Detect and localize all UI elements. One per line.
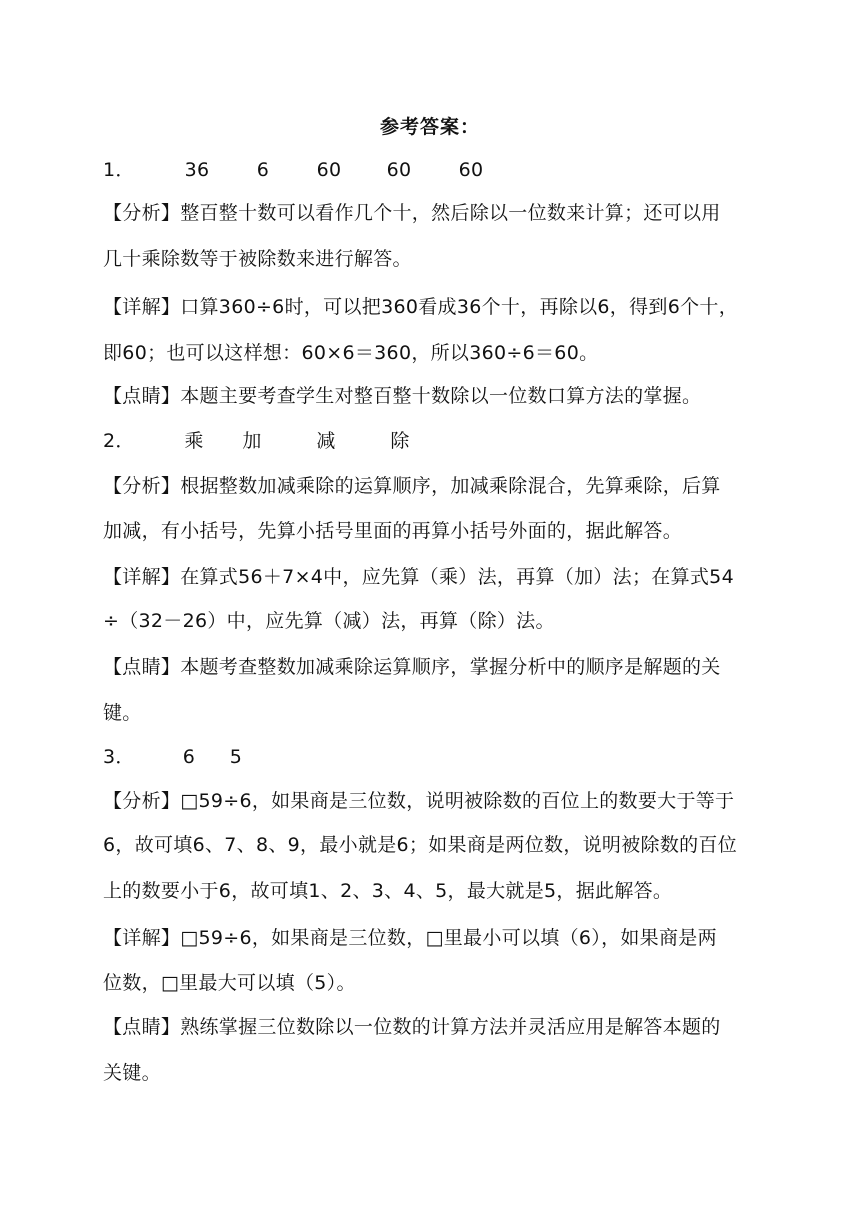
q3-analysis-line-3: 上的数要小于6，故可填1、2、3、4、5，最大就是5，据此解答。 <box>103 880 673 902</box>
q3-comment-line-2: 关键。 <box>103 1062 161 1084</box>
q2-detail-line-1: 【详解】在算式56＋7×4中，应先算（乘）法，再算（加）法；在算式54 <box>103 566 734 588</box>
q3-answer-2: 5 <box>229 746 243 768</box>
q3-analysis-line-1: 【分析】□59÷6，如果商是三位数，说明被除数的百位上的数要大于等于 <box>103 790 735 812</box>
q3-comment-line-1: 【点睛】熟练掌握三位数除以一位数的计算方法并灵活应用是解答本题的 <box>103 1016 721 1038</box>
q2-answer-1: 乘 <box>184 430 204 452</box>
q3-detail-line-1: 【详解】□59÷6，如果商是三位数，□里最小可以填（6），如果商是两 <box>103 927 717 949</box>
q1-number: 1． <box>103 159 135 181</box>
q3-answer-line <box>103 743 763 771</box>
q2-detail-line-2: ÷（32－26）中，应先算（减）法，再算（除）法。 <box>103 610 555 632</box>
q1-comment-line-1: 【点睛】本题主要考查学生对整百整十数除以一位数口算方法的掌握。 <box>103 385 702 407</box>
q1-answer-3: 60 <box>316 159 342 181</box>
q1-answer-5: 60 <box>458 159 484 181</box>
q3-answer-1: 6 <box>182 746 196 768</box>
q2-comment-line-1: 【点睛】本题考查整数加减乘除运算顺序，掌握分析中的顺序是解题的关 <box>103 656 721 678</box>
q2-comment-line-2: 键。 <box>103 702 142 724</box>
q2-answer-3: 减 <box>316 430 336 452</box>
q1-answer-4: 60 <box>386 159 412 181</box>
q2-answer-4: 除 <box>390 430 410 452</box>
q1-answer-1: 36 <box>184 159 210 181</box>
q1-analysis-line-2: 几十乘除数等于被除数来进行解答。 <box>103 248 412 270</box>
q2-analysis-line-1: 【分析】根据整数加减乘除的运算顺序，加减乘除混合，先算乘除，后算 <box>103 475 721 497</box>
q2-analysis-line-2: 加减，有小括号，先算小括号里面的再算小括号外面的，据此解答。 <box>103 520 683 542</box>
q1-answer-line <box>103 156 763 184</box>
q1-detail-line-1: 【详解】口算360÷6时，可以把360看成36个十，再除以6，得到6个十， <box>103 296 738 318</box>
q2-answer-line <box>103 427 763 455</box>
q3-number: 3． <box>103 746 135 768</box>
q1-analysis-line-1: 【分析】整百整十数可以看作几个十，然后除以一位数来计算；还可以用 <box>103 202 721 224</box>
q1-detail-line-2: 即60；也可以这样想：60×6＝360，所以360÷6＝60。 <box>103 342 599 364</box>
q3-analysis-line-2: 6，故可填6、7、8、9，最小就是6；如果商是两位数，说明被除数的百位 <box>103 834 738 856</box>
q2-number: 2． <box>103 430 135 452</box>
q2-answer-2: 加 <box>242 430 262 452</box>
q3-detail-line-2: 位数，□里最大可以填（5）。 <box>103 972 356 994</box>
q1-answer-2: 6 <box>256 159 270 181</box>
page-title: 参考答案： <box>379 116 480 138</box>
